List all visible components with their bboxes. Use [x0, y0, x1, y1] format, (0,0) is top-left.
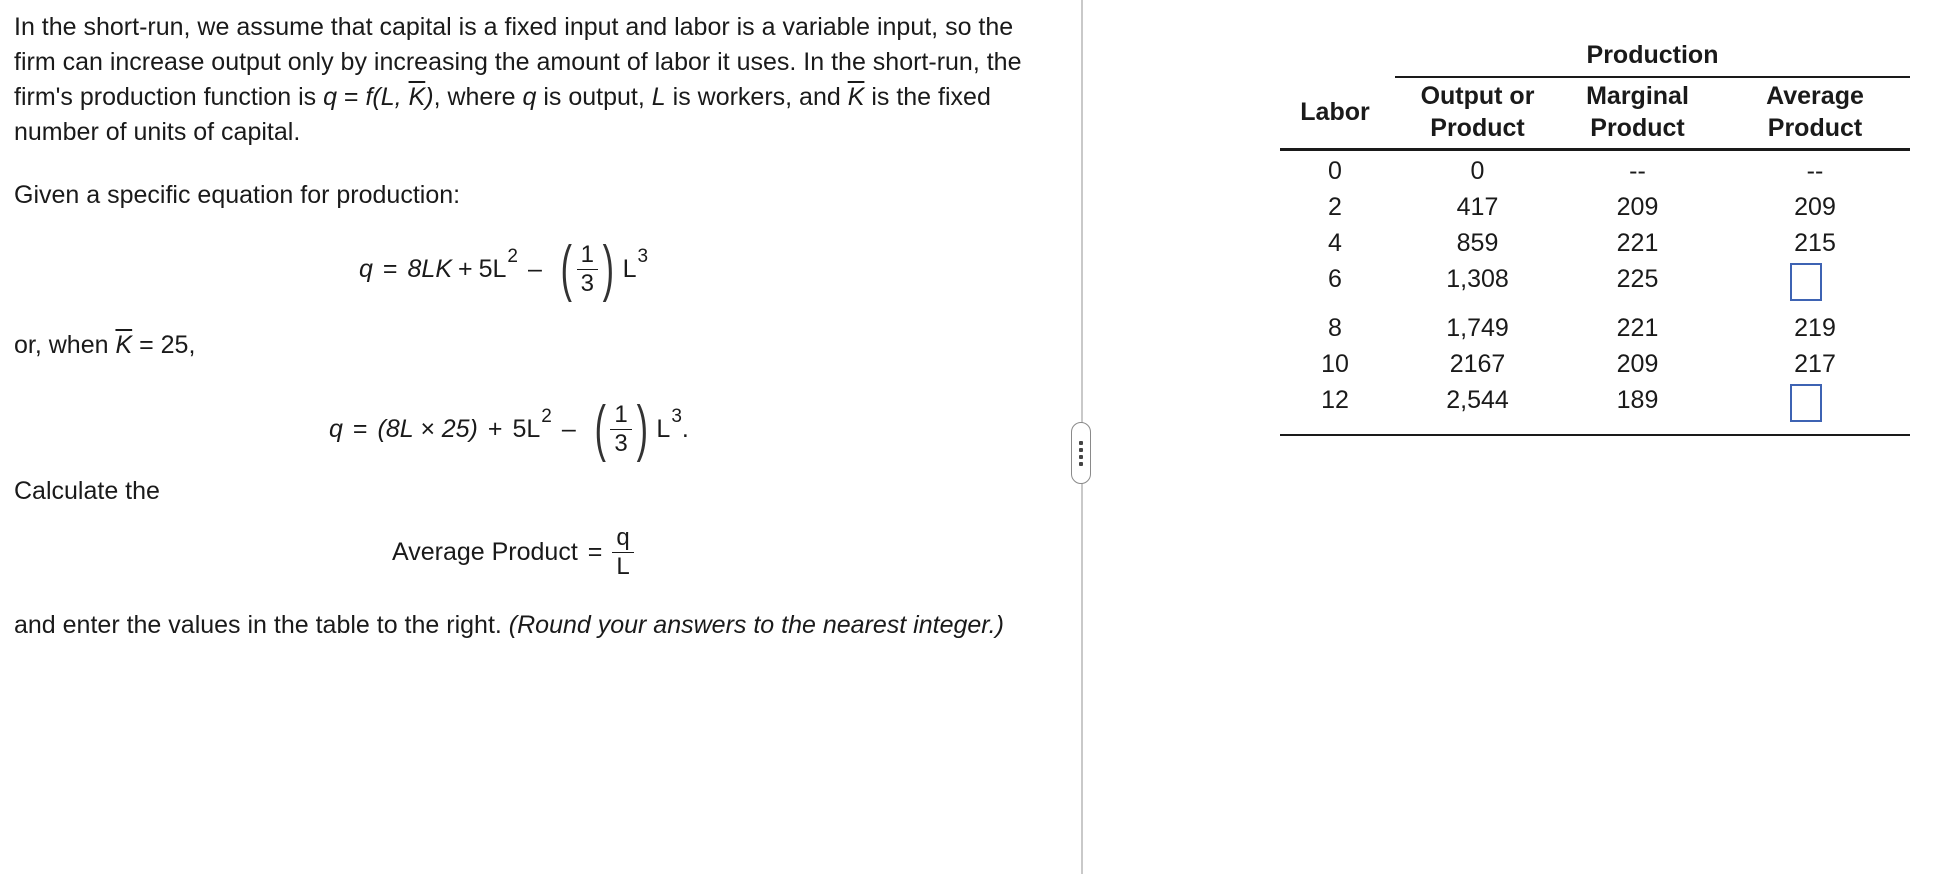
cell-labor: 0: [1328, 157, 1342, 185]
rounding-note: (Round your answers to the nearest integer.): [508, 611, 1004, 639]
eq-term-5l: 5L: [512, 414, 541, 443]
header-marginal: Marginal Product: [1586, 82, 1689, 142]
cell-labor: 10: [1321, 350, 1349, 378]
is-fixed-text: is the fixed number of units of capital.: [14, 83, 991, 146]
equals-sign: =: [336, 83, 366, 111]
is-output-text: is output,: [536, 83, 652, 111]
eq-equals: =: [587, 538, 603, 566]
table-row: [1280, 225, 1910, 261]
production-equation: [359, 234, 649, 303]
given-text: Given a specific equation for production:: [14, 181, 461, 209]
header-output: Output or Product: [1420, 82, 1535, 142]
var-q: q: [522, 83, 537, 111]
eq-minus: –: [561, 414, 576, 443]
table-row: [1280, 153, 1910, 189]
eq-minus: –: [528, 254, 542, 283]
table-row: [1280, 189, 1910, 225]
var-k-bar: $\overline{K}$: [115, 331, 133, 359]
cell-output: 1,749: [1446, 314, 1509, 342]
cell-average: --: [1806, 157, 1824, 185]
cell-labor: 6: [1328, 265, 1342, 293]
production-group-header: Production: [1395, 38, 1910, 78]
eq-equals: =: [382, 254, 398, 283]
table-body: [1280, 151, 1910, 436]
table-row: [1280, 346, 1910, 382]
cell-output: 859: [1456, 229, 1499, 257]
func-close: ): [425, 83, 434, 111]
cell-marginal: 209: [1616, 193, 1659, 221]
cell-average: 215: [1794, 229, 1836, 257]
cell-labor: 2: [1328, 193, 1342, 221]
frac-denominator: L: [616, 553, 630, 580]
var-q: q: [323, 83, 337, 111]
eq-equals: =: [352, 414, 368, 443]
intro-text: In the short-run, we assume that capital is a fixed input and labor is a variable input, so the firm can increase output only by increasing the amount of labor it uses. In the short-run, the firm's production function is: [14, 13, 1022, 111]
eq-exp-3: 3: [671, 405, 682, 427]
pane-resize-handle[interactable]: [1071, 422, 1091, 484]
is-workers-text: is workers, and: [665, 83, 848, 111]
table-row: [1280, 382, 1910, 428]
eq-exp-3: 3: [637, 245, 649, 267]
cell-labor: 12: [1321, 386, 1349, 414]
cell-marginal: 189: [1616, 386, 1659, 414]
average-product-input-labor-12[interactable]: [1790, 384, 1822, 422]
production-equation-k25: q = (8L × 25) + 5L 2 – ( $\frac{1}{3}$ ) L 3 .: [329, 394, 689, 463]
table-column-headers: [1280, 78, 1910, 151]
instruction-text: and enter the values in the table to the right. (Round your answers to the nearest integer.): [14, 611, 1004, 639]
cell-marginal: 221: [1616, 314, 1659, 342]
cell-output: 0: [1470, 157, 1485, 185]
eq-term-8lk: 8LK: [407, 254, 452, 283]
header-labor: Labor: [1300, 98, 1370, 126]
eq-term-l: L: [622, 254, 637, 283]
cell-output: 2,544: [1446, 386, 1509, 414]
cell-marginal: 209: [1616, 350, 1659, 378]
table-row: [1280, 261, 1910, 307]
grip-dot-icon: [1079, 448, 1083, 452]
question-pane: [14, 10, 1064, 639]
cell-marginal: --: [1629, 157, 1646, 185]
calculate-text: Calculate the: [14, 477, 160, 505]
var-k-bar: $\overline{K}$: [408, 83, 426, 111]
eq-plus: +: [487, 414, 503, 443]
eq-fraction-one-third: ( $\frac{1}{3}$ ): [560, 234, 614, 303]
cell-labor: 4: [1328, 229, 1342, 257]
var-l: L: [651, 83, 666, 111]
avg-formula-fraction: [612, 524, 633, 581]
cell-average: 217: [1794, 350, 1836, 378]
when-k-text: or, when $\overline{K} = 25$,: [14, 331, 196, 359]
eq-exp-2: 2: [507, 245, 518, 267]
eq-term-5l: 5L: [478, 254, 507, 283]
cell-marginal: 225: [1616, 265, 1659, 293]
cell-labor: 8: [1328, 314, 1342, 342]
header-average: Average Product: [1766, 82, 1864, 142]
eq-exp-2: 2: [541, 405, 552, 427]
grip-dot-icon: [1079, 462, 1083, 466]
frac-numerator: q: [612, 524, 633, 553]
cell-output: 417: [1456, 193, 1499, 221]
eq-plus: +: [458, 254, 473, 283]
var-k-bar: $\overline{K}$: [847, 83, 865, 111]
avg-formula-label: Average Product: [392, 538, 578, 566]
grip-dot-icon: [1079, 455, 1083, 459]
cell-marginal: 221: [1616, 229, 1659, 257]
frac-numerator: 1: [577, 241, 598, 270]
grip-dot-icon: [1079, 441, 1083, 445]
intro-paragraph: [14, 10, 1054, 150]
average-product-input-labor-6[interactable]: [1790, 263, 1822, 301]
eq-fraction-one-third: ( $\frac{1}{3}$ ): [594, 394, 648, 463]
frac-denominator: 3: [580, 269, 594, 297]
frac-numerator: 1: [610, 401, 631, 430]
eq-term-l: L: [656, 414, 671, 443]
func-f: f(L,: [365, 83, 409, 111]
cell-output: 1,308: [1446, 265, 1509, 293]
cell-output: 2167: [1449, 350, 1506, 378]
cell-average: 209: [1794, 193, 1836, 221]
table-row: [1280, 310, 1910, 346]
average-product-formula: [392, 524, 634, 581]
where-text: , where: [433, 83, 523, 111]
frac-denominator: 3: [614, 429, 628, 457]
eq-q: q: [359, 254, 373, 283]
eq-q: q: [329, 414, 343, 443]
cell-average: 219: [1794, 314, 1836, 342]
eq-term-8l-times-25: (8L × 25): [377, 414, 478, 443]
